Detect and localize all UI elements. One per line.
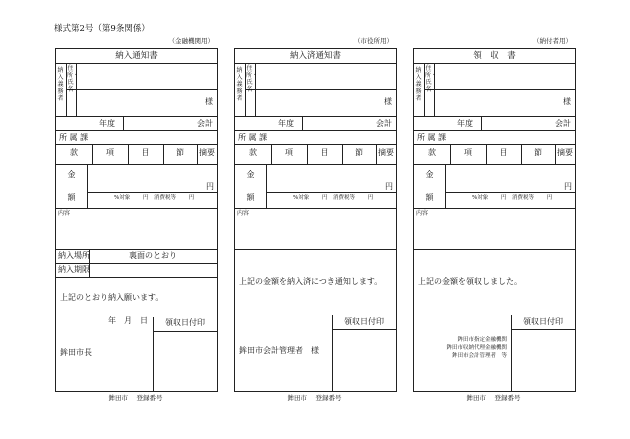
payment-deadline-label: 納入期限 [58,265,90,274]
rule-line [153,317,154,391]
rule-line [235,208,396,209]
column-header: 款 [249,148,257,157]
rule-line [414,208,575,209]
rule-line [235,130,396,131]
payer-side-label: 納入義務者 [236,67,243,102]
rule-line [414,249,575,250]
rule-line [245,89,396,90]
rule-line [87,192,217,193]
tax-line: %対象 円 消費税等 円 [472,195,553,201]
rule-line [153,331,217,332]
form-2 [234,48,397,392]
rule-line [424,89,575,90]
content-label: 内容 [58,210,71,217]
form-title: 納入通知書 [115,51,158,61]
yen-unit: 円 [385,182,393,191]
column-header: 項 [106,148,114,157]
column-header: 目 [141,148,150,157]
signature-line: 鉾田市長 [60,348,92,357]
rule-line [56,249,217,250]
column-header: 摘要 [557,148,573,157]
rule-line [66,89,217,90]
rule-line [235,116,396,117]
department-label: 所 属 課 [59,133,89,142]
usage-label: （市役所用） [354,37,393,45]
rule-line [235,63,396,64]
form-title: 領 収 書 [473,51,516,61]
signature-line: 鉾田市会計管理者 等 [451,353,507,359]
payer-address-label: 住所・氏名 [425,65,438,93]
yen-unit: 円 [564,182,572,191]
rule-line [87,164,88,208]
footer-registration: 鉾田市 登録番号 [466,394,521,402]
form-1 [55,48,218,392]
footer-registration: 鉾田市 登録番号 [108,394,163,402]
account-label: 会計 [555,119,571,128]
amount-label-bottom: 額 [67,193,76,202]
rule-line [414,144,575,145]
account-label: 会計 [376,119,392,128]
amount-label-top: 金 [425,170,434,179]
rule-line [235,144,396,145]
column-header: 節 [534,148,542,157]
signature-line: 鉾田市収納代理金融機関 [446,345,507,351]
footer-registration: 鉾田市 登録番号 [287,394,342,402]
amount-label-top: 金 [246,170,255,179]
rule-line [56,130,217,131]
payer-address-label: 住所・氏名 [246,65,259,93]
department-label: 所 属 課 [417,133,447,142]
fiscal-year-label: 年度 [99,119,115,128]
fiscal-year-label: 年度 [457,119,473,128]
rule-line [56,116,217,117]
honorific: 様 [205,97,213,106]
tax-line: %対象 円 消費税等 円 [293,195,374,201]
column-header: 款 [428,148,436,157]
amount-label-bottom: 額 [246,193,255,202]
rule-line [235,249,396,250]
rule-line [266,164,267,208]
payment-place-value: 裏面のとおり [129,251,177,260]
form-title: 納入済通知書 [289,51,341,61]
amount-label-bottom: 額 [425,193,434,202]
rule-line [414,130,575,131]
rule-line [56,277,217,278]
rule-line [511,315,512,391]
rule-line [56,164,217,165]
rule-line [56,263,217,264]
column-header: 項 [464,148,472,157]
rule-line [414,63,575,64]
content-label: 内容 [237,210,250,217]
rule-line [481,116,482,130]
department-label: 所 属 課 [238,133,268,142]
rule-line [445,164,446,208]
rule-line [56,208,217,209]
payer-address-label: 住所・氏名 [67,65,80,93]
date-line: 年 月 日 [108,316,148,325]
signature-line: 鉾田市指定金融機関 [457,337,507,343]
rule-line [332,329,396,330]
form-3 [413,48,576,392]
column-header: 節 [355,148,363,157]
rule-line [332,315,333,391]
column-header: 摘要 [199,148,215,157]
payer-side-label: 納入義務者 [57,67,64,102]
rule-line [511,329,575,330]
fiscal-year-label: 年度 [278,119,294,128]
rule-line [255,63,256,116]
honorific: 様 [384,97,392,106]
rule-line [414,116,575,117]
rule-line [76,63,77,116]
stamp-label: 領収日付印 [165,318,205,327]
rule-line [56,63,217,64]
column-header: 目 [320,148,329,157]
rule-line [266,192,396,193]
signature-line: 鉾田市会計管理者 様 [239,346,319,355]
form-number: 様式第2号（第9条関係） [54,24,150,34]
rule-line [56,144,217,145]
column-header: 款 [70,148,78,157]
message-text: 上記の金額を納入済につき通知します。 [239,277,383,286]
message-text: 上記の金額を領収しました。 [418,277,522,286]
account-label: 会計 [197,119,213,128]
rule-line [414,164,575,165]
payment-place-label: 納入場所 [58,251,90,260]
column-header: 目 [499,148,508,157]
column-header: 節 [176,148,184,157]
yen-unit: 円 [206,182,214,191]
message-text: 上記のとおり納入願います。 [60,293,164,302]
rule-line [434,63,435,116]
content-label: 内容 [416,210,429,217]
stamp-label: 領収日付印 [523,317,563,326]
tax-line: %対象 円 消費税等 円 [114,195,195,201]
amount-label-top: 金 [67,170,76,179]
stamp-label: 領収日付印 [344,317,384,326]
honorific: 様 [563,97,571,106]
column-header: 摘要 [378,148,394,157]
payer-side-label: 納入義務者 [415,67,422,102]
rule-line [445,192,575,193]
rule-line [235,164,396,165]
rule-line [302,116,303,130]
usage-label: （金融機関用） [168,37,214,45]
rule-line [123,116,124,130]
usage-label: （納付者用） [533,37,572,45]
column-header: 項 [285,148,293,157]
